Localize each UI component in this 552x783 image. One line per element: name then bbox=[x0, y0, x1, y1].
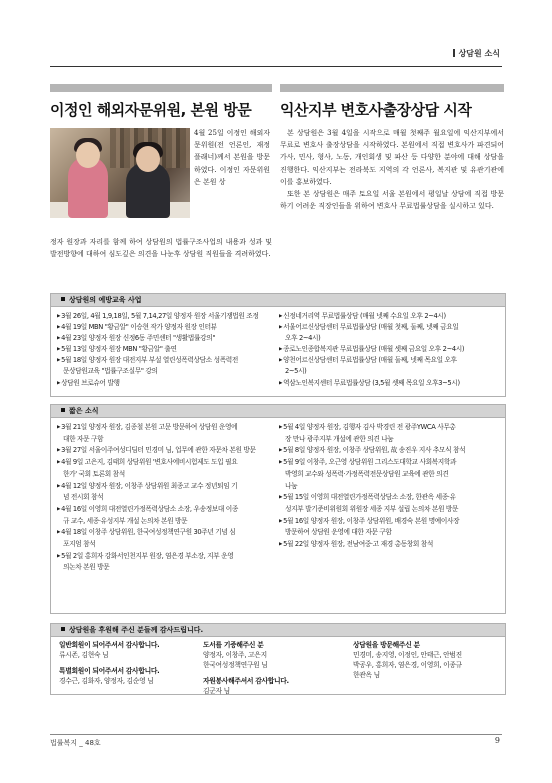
list-item: 장 만나 광주지부 개설에 관한 의견 나눔 bbox=[285, 434, 394, 443]
list-item: ▶ 5월 2일 홍희자 강화서인천지부 원장, 염은경 부소장, 지부 운영 bbox=[57, 551, 279, 563]
list-item: ▶ 서울어르신상담센터 무료법률상담 (매월 첫째, 둘째, 넷째 금요일 bbox=[279, 322, 501, 333]
list-item: ▶ 역삼노인복지센터 무료법률상담 (3,5월 셋째 목요일 오후3~5시) bbox=[279, 378, 501, 389]
list-item: 한가' 국회 토론회 참석 bbox=[63, 469, 125, 478]
list-item: 나눔 bbox=[285, 481, 298, 490]
thanks-group-names: 경수근, 김화자, 양정자, 김순영 님 bbox=[59, 677, 154, 685]
list-item: ▶ 5월 8일 양정자 원장, 이창주 상담위원, 故 송진우 지사 추모식 참석 bbox=[279, 445, 501, 457]
header-rule bbox=[50, 66, 502, 67]
list-item: 박영희 교수와 성폭력·가정폭력전문상담원 교육에 관한 의견 bbox=[285, 469, 449, 478]
footer-publication: 법률복지 _ 48호 bbox=[50, 739, 101, 747]
footer-rule bbox=[50, 734, 502, 735]
list-item: ▶ 상담원 브로슈어 발행 bbox=[57, 378, 279, 389]
prevention-left-list bbox=[57, 311, 279, 389]
square-bullet-icon bbox=[61, 627, 65, 631]
left-article-title: 이정인 해외자문위원, 본원 방문 bbox=[50, 101, 252, 119]
photo-face-left bbox=[76, 142, 100, 168]
photo-face-right bbox=[136, 146, 160, 172]
news-left-list bbox=[57, 422, 279, 574]
list-item: ▶ 4월 19일 MBN "황금알" 이승현 작가 양정자 원장 인터뷰 bbox=[57, 322, 279, 333]
thanks-group-title: 자원봉사해주셔서 감사합니다. bbox=[203, 677, 289, 685]
list-item: 대한 자문 구함 bbox=[63, 434, 104, 443]
list-item: 2~5시) bbox=[285, 367, 307, 376]
square-bullet-icon bbox=[61, 408, 65, 412]
section-label-text: 상담원 소식 bbox=[458, 49, 500, 58]
thanks-column-2 bbox=[203, 640, 339, 702]
list-item: ▶ 3월 21일 양정자 원장, 김종철 본원 고문 방문하여 상담원 운영에 bbox=[57, 422, 279, 434]
thanks-section bbox=[50, 623, 506, 695]
news-heading-text: 짧은 소식 bbox=[69, 407, 99, 415]
page-number: 9 bbox=[494, 736, 500, 745]
thanks-group-names: 김군자 님 bbox=[203, 687, 230, 695]
list-item: ▶ 3월 26일, 4월 1,9,18일, 5월 7,14,27일 양정자 원장 서울기쟁법원 조정 bbox=[57, 311, 279, 322]
right-article-bar bbox=[280, 84, 504, 92]
list-item: 규 교수, 세종·유성지부 개설 논의차 본원 방문 bbox=[63, 516, 188, 525]
section-label bbox=[453, 48, 500, 59]
right-article-title: 익산지부 변호사출장상담 시작 bbox=[280, 101, 472, 119]
prevention-right-list bbox=[279, 311, 501, 389]
thanks-group-names: 민경미, 송지영, 이정인, 안태근, 안범진 박공우, 홍희자, 염은경, 이영희, 이종규 한관옥 님 bbox=[353, 651, 462, 679]
thanks-heading bbox=[51, 624, 505, 637]
article-photo bbox=[50, 128, 190, 218]
thanks-column-3 bbox=[353, 640, 503, 686]
list-item: ▶ 5월 16일 양정자 원장, 이창주 상담위원, 배경숙 본원 명예이사장 bbox=[279, 516, 501, 528]
thanks-group-title: 상담원을 방문해주신 분 bbox=[353, 641, 420, 649]
right-article-body bbox=[280, 127, 504, 212]
list-item: 성지부 발기준비위원회 위원장 세종 지부 설립 논의차 본원 방문 bbox=[285, 504, 459, 513]
list-item: ▶ 3월 27일 서울이주여성디딤터 민경미 님, 업무에 관한 자문차 본원 방문 bbox=[57, 445, 279, 457]
list-item: ▶ 종로노인종합복지관 무료법률상담 (매월 셋째 금요일 오후 2~4시) bbox=[279, 344, 501, 355]
left-article-text-wrap: 4월 25일 이정인 해외자문위원(전 언론인, 재정플래너)께서 본원을 방문하였다. 이정인 자문위원은 본원 상 bbox=[194, 129, 270, 186]
prevention-heading bbox=[51, 294, 505, 307]
list-item: ▶ 5월 22일 양정자 원장, 전남여중·고 재경 총동창회 참석 bbox=[279, 539, 501, 551]
list-item: 포지엄 참석 bbox=[63, 540, 96, 549]
list-item: ▶ 4월 16일 이영희 대전열린가정폭력상담소 소장, 우송정보대 이종 bbox=[57, 504, 279, 516]
list-item: ▶ 5월 4일 양정자 원장, 김행자 김사 박경린 전 광주YWCA 사무총 bbox=[279, 422, 501, 434]
list-item: ▶ 5월 9일 이창주, 오근영 상담위원 그리스도대학교 사회복지학과 bbox=[279, 457, 501, 469]
square-bullet-icon bbox=[61, 297, 65, 301]
thanks-group-title: 특별회원이 되어주셔서 감사합니다. bbox=[59, 667, 160, 675]
list-item: ▶ 양천어르신상담센터 무료법률상담 (매월 둘째, 넷째 목요일 오후 bbox=[279, 355, 501, 366]
prevention-heading-text: 상담원의 예방교육 사업 bbox=[69, 296, 142, 304]
left-article-bar bbox=[50, 84, 272, 92]
right-article-para-1: 본 상담원은 3월 4일을 시작으로 매월 첫째주 월요일에 익산지부에서 무료로 변호사 출장상담을 시작하였다. 본원에서 직접 변호사가 파견되어 가사, 민사, 형사, 노동, 개인회생 및 파산 등 다양한 분야에 대해 상담을 진행한다. 익산지부는 전라북도 지역의 각 언론사, 복지관 및 유관기관에 이를 홍보하였다. bbox=[280, 129, 504, 186]
thanks-column-1 bbox=[59, 640, 199, 692]
thanks-heading-text: 상담원을 후원해 주신 분들께 감사드립니다. bbox=[69, 626, 204, 634]
label-bar bbox=[453, 49, 455, 57]
list-item: 문상담원교육 "법률구조실무" 강의 bbox=[63, 367, 158, 376]
prevention-section bbox=[50, 293, 506, 397]
news-heading bbox=[51, 405, 505, 418]
left-article-text: 정자 원장과 자리를 함께 하여 상담원의 법률구조사업의 내용과 성과 및 발전방향에 대하여 심도깊은 의견을 나눈후 상담원 직원들을 격려하였다. bbox=[50, 238, 272, 259]
thanks-group-title: 도서를 기증해주신 분 bbox=[203, 641, 264, 649]
list-item: ▶ 4월 23일 양정자 원장 신정6동 주민센터 "생활법률강의" bbox=[57, 333, 279, 344]
list-item: ▶ 5월 18일 양정자 원장 대전지부 부설 열린성폭력상담소 성폭력전 bbox=[57, 355, 279, 366]
list-item: ▶ 5월 13일 양정자 원장 MBN "황금알" 출연 bbox=[57, 344, 279, 355]
list-item: ▶ 5월 15일 이영희 대전열린가정폭력상담소 소장, 한관옥 세종·유 bbox=[279, 492, 501, 504]
news-section bbox=[50, 404, 506, 614]
news-right-list bbox=[279, 422, 501, 551]
list-item: 오후 2~4시) bbox=[285, 334, 321, 343]
thanks-group-names: 양정자, 이창주, 고은지 한국여성정책연구원 님 bbox=[203, 651, 268, 669]
thanks-group-names: 류시존, 김현숙 님 bbox=[59, 651, 109, 659]
list-item: 방문하여 상담원 운영에 대한 자문 구함 bbox=[285, 528, 392, 537]
list-item: ▶ 4월 9일 고은지, 김태희 상담위원 '변호사에비시험제도 도입 필요 bbox=[57, 457, 279, 469]
list-item: ▶ 신정네거리역 무료법률상담 (매월 넷째 수요일 오후 2~4시) bbox=[279, 311, 501, 322]
list-item: ▶ 4월 18일 이창주 상담위원, 한국여성정책연구원 30주년 기념 심 bbox=[57, 527, 279, 539]
right-article-para-2: 또한 본 상담원은 매주 토요일 서울 본원에서 평일날 상담에 직접 방문하기 어려운 직장인들을 위하여 변호사 무료법률상담을 실시하고 있다. bbox=[280, 190, 504, 211]
list-item: ▶ 4월 12일 양정자 원장, 이창주 상담위원 최종고 교수 정년퇴임 기 bbox=[57, 481, 279, 493]
list-item: 의논차 본원 방문 bbox=[63, 563, 110, 572]
thanks-group-title: 일반회원이 되어주셔서 감사합니다. bbox=[59, 641, 160, 649]
list-item: 념 전시회 참석 bbox=[63, 493, 104, 502]
